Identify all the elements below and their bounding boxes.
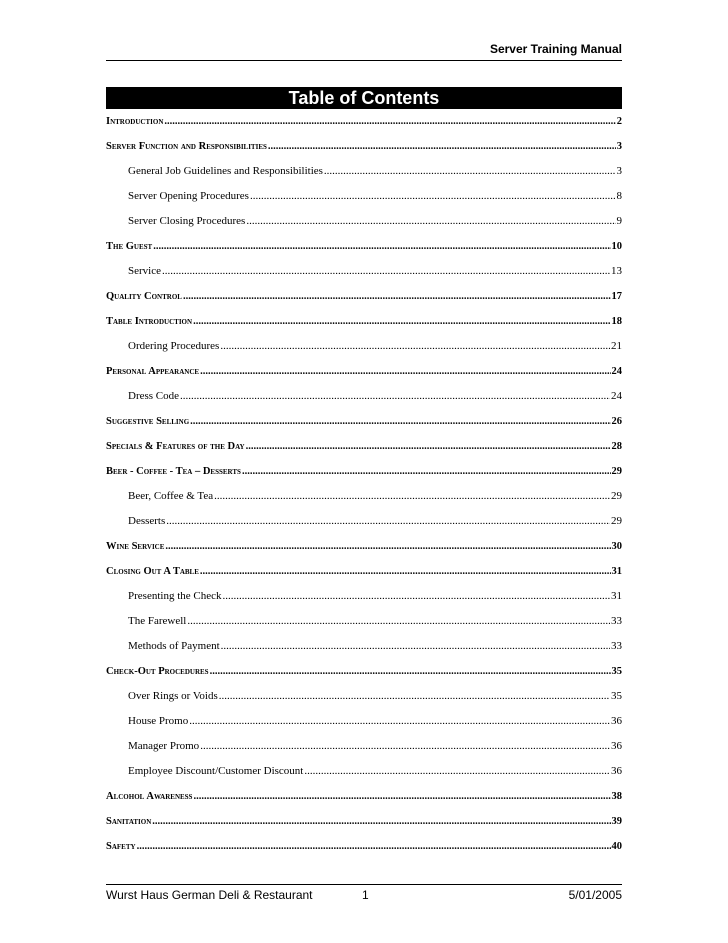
toc-dot-leader <box>152 816 610 827</box>
toc-entry[interactable] <box>106 640 622 652</box>
toc-entry[interactable] <box>106 340 622 352</box>
toc-dot-leader <box>200 566 611 577</box>
toc-entry-title: Dress Code <box>128 390 180 402</box>
toc-dot-leader <box>222 590 610 602</box>
toc-dot-leader <box>153 241 610 252</box>
toc-entry[interactable] <box>106 165 622 177</box>
toc-entry-title: Ordering Procedures <box>128 340 220 352</box>
toc-dot-leader <box>220 340 610 352</box>
toc-entry-title: The Farewell <box>128 615 187 627</box>
toc-entry-page: 35 <box>611 690 622 702</box>
toc-dot-leader <box>200 366 610 377</box>
toc-entry[interactable] <box>106 715 622 727</box>
toc-entry-page: 31 <box>611 566 622 577</box>
toc-entry[interactable] <box>106 615 622 627</box>
toc-entry-title: The Guest <box>106 241 153 252</box>
toc-dot-leader <box>214 490 610 502</box>
toc-entry-page: 3 <box>616 141 622 152</box>
toc-entry-title: Safety <box>106 841 136 852</box>
toc-entry-title: Desserts <box>128 515 166 527</box>
toc-dot-leader <box>165 541 610 552</box>
toc-dot-leader <box>200 740 610 752</box>
toc-entry[interactable] <box>106 466 622 477</box>
toc-dot-leader <box>137 841 611 852</box>
toc-entry-page: 24 <box>611 390 622 402</box>
toc-entry[interactable] <box>106 666 622 677</box>
toc-entry-title: Over Rings or Voids <box>128 690 218 702</box>
toc-entry-page: 39 <box>611 816 622 827</box>
toc-dot-leader <box>180 390 610 402</box>
toc-entry-title: General Job Guidelines and Responsibilities <box>128 165 323 177</box>
toc-dot-leader <box>164 116 615 127</box>
toc-entry-page: 29 <box>611 466 622 477</box>
toc-entry[interactable] <box>106 490 622 502</box>
toc-entry[interactable] <box>106 765 622 777</box>
toc-entry-page: 36 <box>611 765 622 777</box>
toc-entry[interactable] <box>106 441 622 452</box>
toc-entry-page: 26 <box>611 416 622 427</box>
toc-entry-title: Service <box>128 265 161 277</box>
toc-entry[interactable] <box>106 690 622 702</box>
toc-entry[interactable] <box>106 566 622 577</box>
toc-entry-title: Manager Promo <box>128 740 200 752</box>
toc-dot-leader <box>324 165 616 177</box>
toc-entry-title: Closing Out A Table <box>106 566 199 577</box>
toc-entry[interactable] <box>106 541 622 552</box>
toc-entry[interactable] <box>106 590 622 602</box>
toc-entry[interactable] <box>106 366 622 377</box>
toc-dot-leader <box>166 515 610 527</box>
toc-entry-title: Server Opening Procedures <box>128 190 249 202</box>
toc-dot-leader <box>246 215 615 227</box>
toc-dot-leader <box>246 441 611 452</box>
toc-dot-leader <box>268 141 616 152</box>
toc-entry-page: 29 <box>611 515 622 527</box>
toc-dot-leader <box>189 715 610 727</box>
toc-entry-title: Alcohol Awareness <box>106 791 193 802</box>
toc-entry-page: 3 <box>616 165 622 177</box>
toc-entry-title: Employee Discount/Customer Discount <box>128 765 304 777</box>
toc-list <box>106 116 622 852</box>
toc-entry-page: 2 <box>616 116 622 127</box>
toc-entry-page: 40 <box>611 841 622 852</box>
toc-entry-page: 33 <box>611 640 622 652</box>
toc-dot-leader <box>221 640 610 652</box>
toc-dot-leader <box>210 666 611 677</box>
footer-page-number: 1 <box>362 888 369 902</box>
toc-entry-title: Server Closing Procedures <box>128 215 246 227</box>
toc-entry-title: Sanitation <box>106 816 152 827</box>
toc-heading: Table of Contents <box>106 87 622 109</box>
toc-entry[interactable] <box>106 116 622 127</box>
toc-entry-title: Beer - Coffee - Tea – Desserts <box>106 466 241 477</box>
header-title: Server Training Manual <box>489 42 622 56</box>
toc-entry-title: Specials & Features of the Day <box>106 441 245 452</box>
toc-entry-page: 36 <box>611 715 622 727</box>
toc-entry[interactable] <box>106 740 622 752</box>
toc-entry-title: Table Introduction <box>106 316 193 327</box>
footer-left: Wurst Haus German Deli & Restaurant <box>106 888 313 902</box>
header-rule <box>106 60 622 61</box>
toc-entry[interactable] <box>106 416 622 427</box>
toc-entry-title: House Promo <box>128 715 189 727</box>
toc-entry-title: Introduction <box>106 116 164 127</box>
toc-dot-leader <box>219 690 610 702</box>
toc-dot-leader <box>190 416 610 427</box>
toc-entry-title: Wine Service <box>106 541 165 552</box>
toc-entry-page: 31 <box>611 590 622 602</box>
toc-entry-title: Personal Appearance <box>106 366 200 377</box>
toc-dot-leader <box>242 466 611 477</box>
toc-entry-page: 10 <box>611 241 622 252</box>
toc-entry[interactable] <box>106 215 622 227</box>
toc-entry-title: Check-Out Procedures <box>106 666 209 677</box>
toc-entry-page: 17 <box>611 291 622 302</box>
toc-entry-page: 36 <box>611 740 622 752</box>
toc-entry-page: 35 <box>611 666 622 677</box>
toc-entry[interactable] <box>106 291 622 302</box>
toc-entry-title: Suggestive Selling <box>106 416 190 427</box>
toc-entry-title: Server Function and Responsibilities <box>106 141 267 152</box>
toc-entry-page: 9 <box>616 215 622 227</box>
toc-dot-leader <box>187 615 610 627</box>
toc-entry[interactable] <box>106 241 622 252</box>
toc-entry[interactable] <box>106 390 622 402</box>
toc-entry[interactable] <box>106 141 622 152</box>
toc-entry[interactable] <box>106 515 622 527</box>
toc-entry[interactable] <box>106 265 622 277</box>
toc-entry[interactable] <box>106 816 622 827</box>
toc-entry-title: Methods of Payment <box>128 640 220 652</box>
toc-entry-title: Quality Control <box>106 291 182 302</box>
toc-entry-page: 21 <box>611 340 622 352</box>
toc-entry-page: 30 <box>611 541 622 552</box>
footer-date: 5/01/2005 <box>568 888 622 902</box>
toc-dot-leader <box>193 791 610 802</box>
toc-entry-page: 33 <box>611 615 622 627</box>
toc-entry-page: 13 <box>611 265 622 277</box>
toc-dot-leader <box>250 190 616 202</box>
toc-entry[interactable] <box>106 190 622 202</box>
toc-entry-title: Beer, Coffee & Tea <box>128 490 214 502</box>
toc-entry-page: 24 <box>611 366 622 377</box>
toc-entry-page: 8 <box>616 190 622 202</box>
toc-dot-leader <box>193 316 610 327</box>
toc-entry[interactable] <box>106 841 622 852</box>
toc-entry-page: 18 <box>611 316 622 327</box>
toc-entry-page: 28 <box>611 441 622 452</box>
toc-dot-leader <box>304 765 610 777</box>
toc-dot-leader <box>183 291 611 302</box>
toc-entry-title: Presenting the Check <box>128 590 222 602</box>
toc-entry-page: 38 <box>611 791 622 802</box>
toc-entry[interactable] <box>106 316 622 327</box>
toc-entry-page: 29 <box>611 490 622 502</box>
toc-entry[interactable] <box>106 791 622 802</box>
footer-rule <box>106 884 622 885</box>
toc-dot-leader <box>162 265 610 277</box>
